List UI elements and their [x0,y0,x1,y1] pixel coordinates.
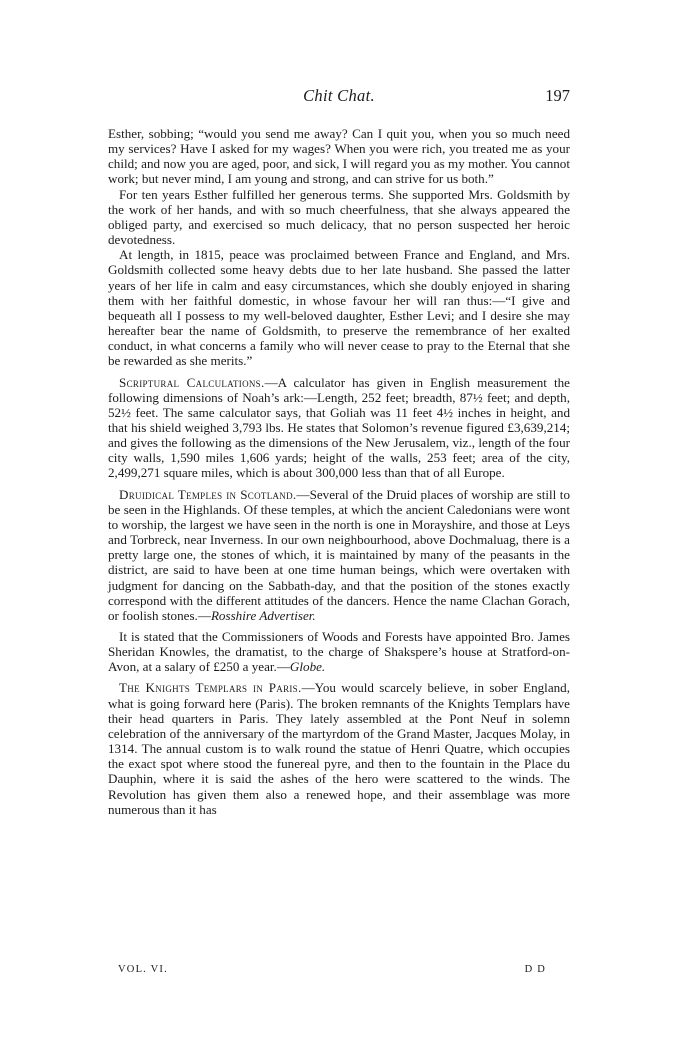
source-rosshire: Rosshire Advertiser. [210,607,316,623]
druidical-text: —Several of the Druid places of worship are still to be seen in the Highlands. Of these temples, at which the ancient Caledonians were wont to worship, the largest we have seen in the north is one in Morayshire, and those at Leys and Torbreck, near Inverness. In our own neighbourhood, above Dochmaluag, there is a pretty large one, the stones of which, it is maintained by many of the peasants in the district, are said to have been at one time human beings, which were overtaken with judgment for dancing on the Sabbath-day, and that the position of the stones exactly correspond with the different attitudes of the dancers. Hence the name Clachan Gorach, or foolish stones.— [108,486,570,623]
source-globe: Globe. [289,659,326,675]
paragraph-ten-years: For ten years Esther fulfilled her generous terms. She supported Mrs. Goldsmith by the work of her hands, and with so much cheerfulness, that she always appeared the obliged party, and exercised so much delicacy, that no person suspected her heroic devotedness. [108,186,570,248]
paragraph-commissioners [108,629,570,674]
page-header [108,86,570,108]
running-title: Chit Chat. [303,86,375,105]
scriptural-text: —A calculator has given in English measurement the following dimensions of Noah’s ark:—Length, 252 feet; breadth, 87½ feet; and depth, 52½ feet. The same calculator says, that Goliah was 11 feet 4½ inches in height, and that his shield weighed 3,793 lbs. He states that Solomon’s revenue figured £3,639,214; and gives the following as the dimensions of the New Jerusalem, viz., length of the four city walls, 1,590 miles 1,606 yards; height of the walls, 253 feet; area of the city, 2,499,271 square miles, which is about 300,000 less than that of all Europe. [108,374,570,481]
commissioners-text: It is stated that the Commissioners of Woods and Forests have appointed Bro. James Sheridan Knowles, the dramatist, to the charge of Shakspere’s house at Stratford-on-Avon, at a salary of £250 a year.— [108,629,570,675]
page-number: 197 [545,86,570,105]
knights-text: —You would scarcely believe, in sober England, what is going forward here (Paris). The broken remnants of the Knights Templars have their head quarters in Paris. They lately assembled at the Pont Neuf in solemn celebration of the anniversary of the martyrdom of the Grand Master, Jacques Molay, in 1314. The annual custom is to walk round the statue of Henri Quatre, which occupies the exact spot where stood the funereal pyre, and then to the fountain in the Place du Dauphin, where it is said the ashes of the hero were scattered to the winds. The Revolution has given them also a renewed hope, and their assemblage was more numerous than it has [108,680,570,817]
body-text [108,126,570,817]
signature-mark: D D [524,964,546,975]
section-heading-scriptural: Scriptural Calculations. [119,374,265,390]
paragraph-scriptural-calculations [108,375,570,481]
paragraph-knights-templars [108,680,570,816]
section-heading-druidical: Druidical Temples in Scotland. [119,486,297,502]
paragraph-druidical-temples [108,487,570,623]
page-footer [118,964,566,980]
paragraph-esther-speech: Esther, sobbing; “would you send me away? Can I quit you, when you so much need my services? Have I asked for my wages? When you were rich, you treated me as your child; and now you are aged, poor, and sick, I will regard you as my mother. You cannot work; but never mind, I am young and strong, and can strive for us both.” [108,126,570,187]
paragraph-peace-proclaimed: At length, in 1815, peace was proclaimed between France and England, and Mrs. Goldsmith collected some heavy debts due to her late husband. She passed the latter years of her life in calm and easy circumstances, which she doubly enjoyed in sharing them with her faithful domestic, in whose favour her will ran thus:—“I give and bequeath all I possess to my well-beloved daughter, Esther Levi; and I desire she may hereafter bear the name of Goldsmith, to preserve the remembrance of her exalted conduct, in what concerns a family who will never cease to pray to the Eternal that she be rewarded as she merits.” [108,247,570,369]
volume-label: VOL. VI. [118,964,168,975]
section-heading-knights: The Knights Templars in Paris. [119,680,302,696]
